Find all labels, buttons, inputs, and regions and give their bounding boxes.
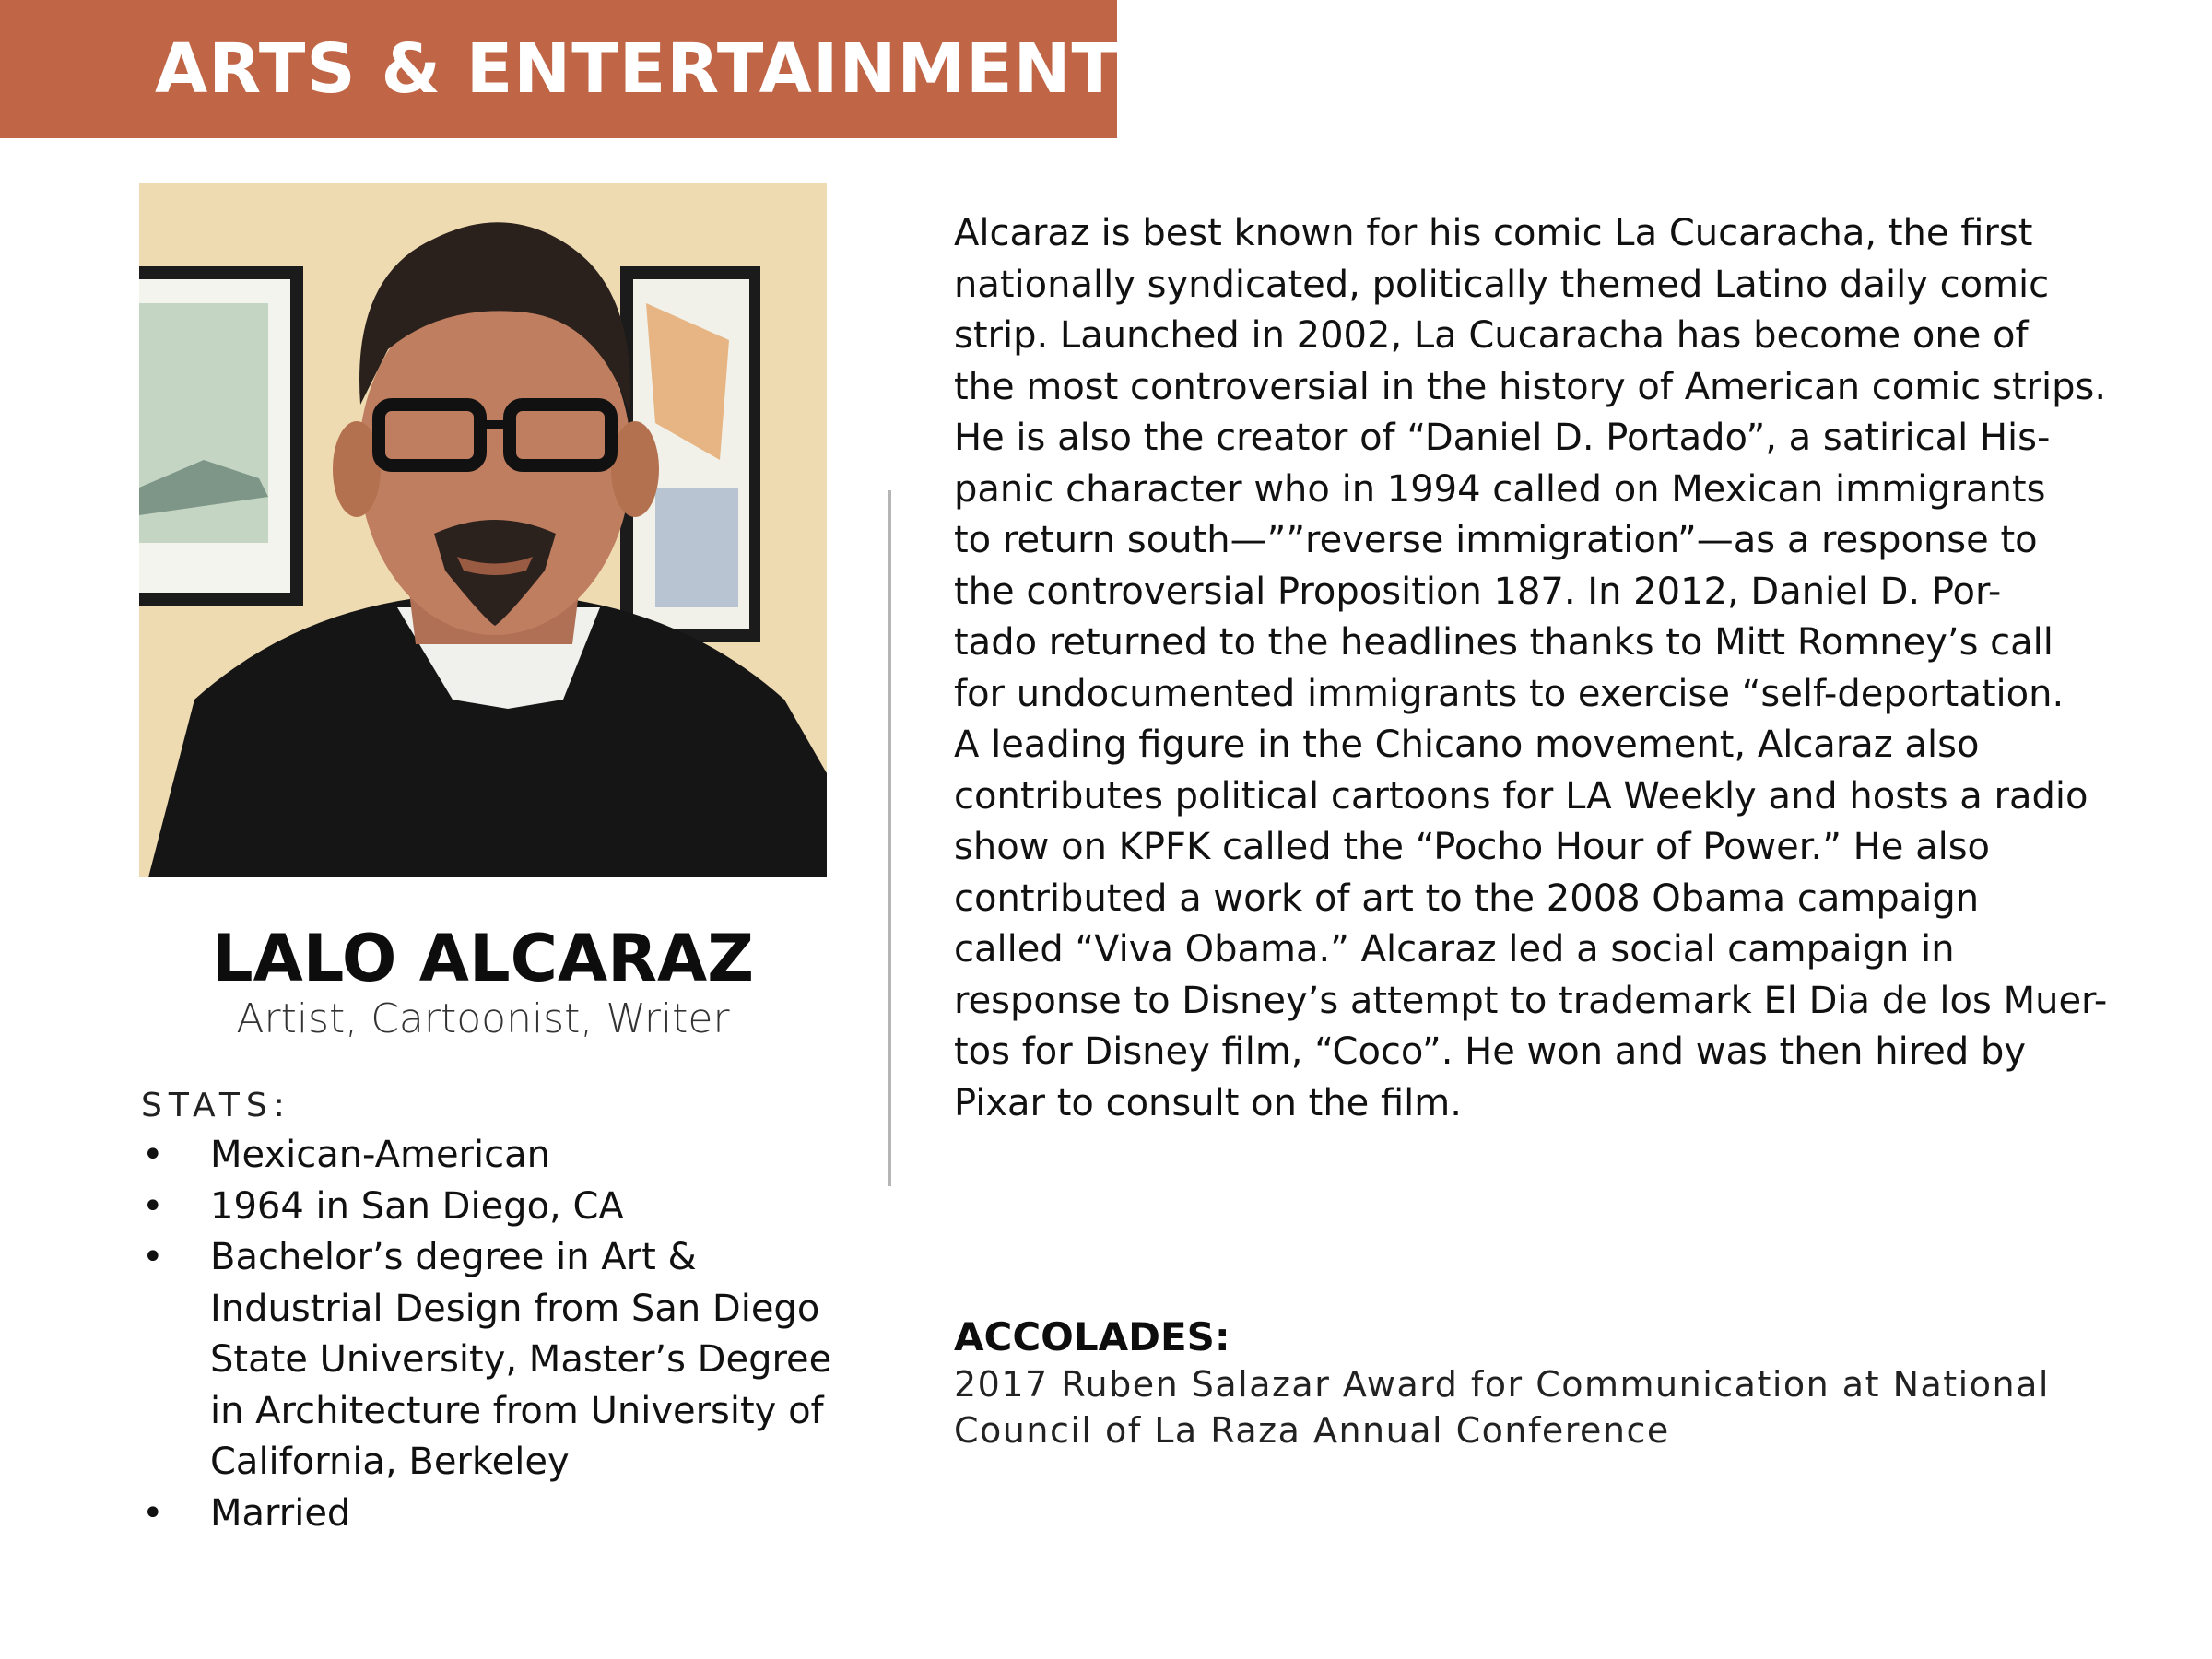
stats-item (138, 1182, 839, 1233)
accolades-text (954, 1361, 2152, 1453)
stats-item (138, 1232, 839, 1488)
stats-list (138, 1130, 839, 1539)
accolades-line: Council of La Raza Annual Conference (954, 1410, 1670, 1451)
bio-line: panic character who in 1994 called on Mexican immigrants (954, 467, 2046, 511)
bio-line: contributed a work of art to the 2008 Obama campaign (954, 877, 1980, 920)
stats-heading: STATS: (141, 1087, 291, 1124)
bio-line: Pixar to consult on the film. (954, 1081, 1462, 1124)
bio-line: He is also the creator of “Daniel D. Portado”, a satirical His- (954, 417, 2051, 459)
bio-line: the most controversial in the history of American comic strips. (954, 365, 2107, 408)
bio-line: called “Viva Obama.” Alcaraz led a social campaign in (954, 928, 1955, 971)
stats-item-line: Industrial Design from San Diego (210, 1287, 820, 1330)
bio-line: response to Disney’s attempt to trademark El Dia de los Muer- (954, 979, 2108, 1022)
bio-line: for undocumented immigrants to exercise “self-deportation. (954, 672, 2065, 715)
accolades-heading: ACCOLADES: (954, 1314, 1230, 1359)
stats-item-line: California, Berkeley (210, 1441, 570, 1483)
stats-item-line: State University, Master’s Degree (210, 1338, 832, 1381)
person-name: LALO ALCARAZ (212, 921, 754, 996)
stats-item-line: in Architecture from University of (210, 1389, 824, 1432)
biography-text (954, 208, 2152, 1129)
bio-line: contributes political cartoons for LA Weekly and hosts a radio (954, 774, 2088, 818)
bio-line: the controversial Proposition 187. In 2012, Daniel D. Por- (954, 570, 2002, 613)
bio-line: nationally syndicated, politically themed Latino daily comic (954, 263, 2050, 306)
bio-line: strip. Launched in 2002, La Cucaracha has become one of (954, 314, 2029, 357)
stats-item-line: • Bachelor’s degree in Art & (210, 1236, 697, 1278)
section-title: ARTS & ENTERTAINMENT (155, 29, 1119, 109)
stats-item-line: • Married (210, 1491, 351, 1535)
bio-line: show on KPFK called the “Pocho Hour of Power.” He also (954, 826, 1991, 868)
bio-line: tos for Disney film, “Coco”. He won and was then hired by (954, 1030, 2027, 1073)
bio-line: to return south—””reverse immigration”—as a response to (954, 519, 2038, 561)
bio-line: A leading figure in the Chicano movement, Alcaraz also (954, 724, 1980, 766)
stats-item-line: • 1964 in San Diego, CA (210, 1184, 624, 1228)
stats-item (138, 1130, 839, 1182)
stats-item (138, 1488, 839, 1540)
section-header-banner (0, 0, 1117, 138)
stats-item-line: • Mexican-American (210, 1134, 550, 1176)
accolades-line: 2017 Ruben Salazar Award for Communication at National (954, 1364, 2050, 1405)
portrait-photo (139, 183, 827, 877)
column-divider (888, 490, 891, 1186)
portrait-illustration (139, 183, 827, 877)
bio-line: Alcaraz is best known for his comic La Cucaracha, the first (954, 212, 2033, 254)
bio-line: tado returned to the headlines thanks to Mitt Romney’s call (954, 621, 2053, 664)
person-occupation: Artist, Cartoonist, Writer (236, 995, 730, 1042)
